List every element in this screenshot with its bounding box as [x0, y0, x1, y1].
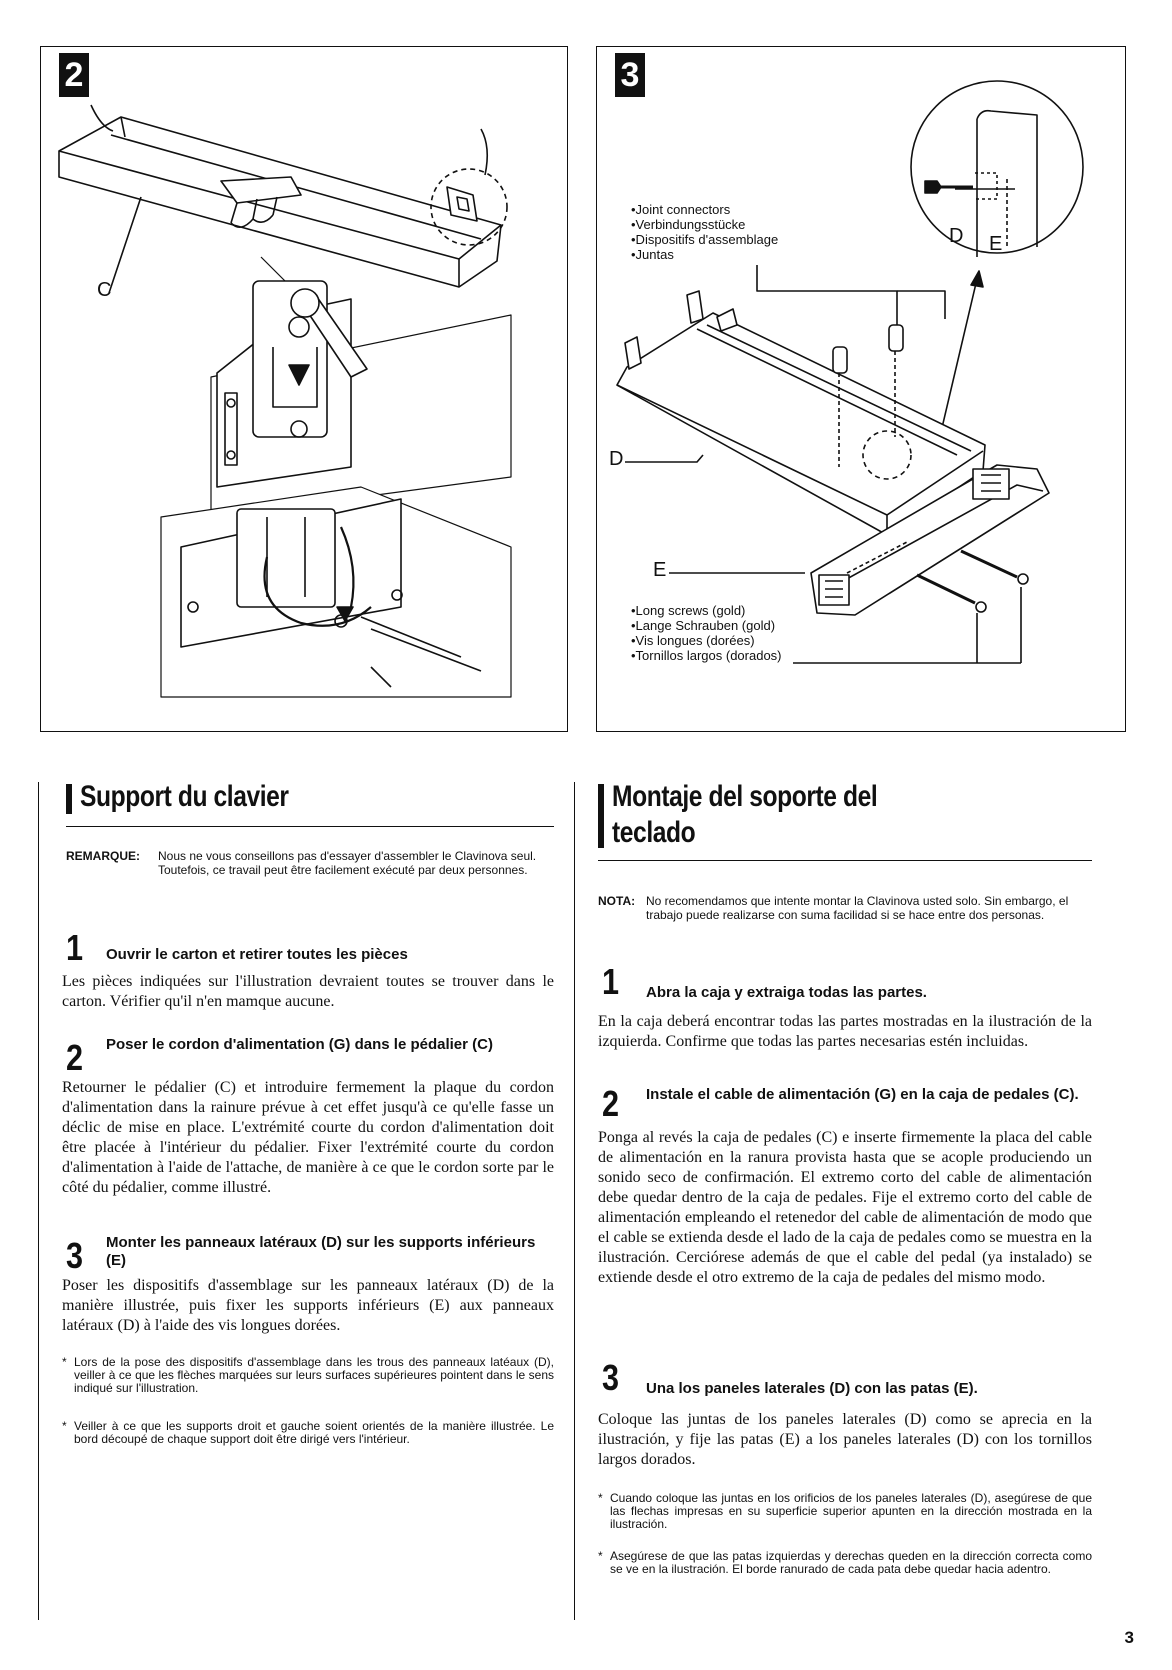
- section-title-underline: [66, 826, 554, 827]
- step-1-text: En la caja deberá encontrar todas las partes mostradas en la ilustración de la izquierda. Confirme que todas las partes necesarias estén incluidas.: [598, 1013, 1092, 1050]
- section-title-spanish-line2: teclado: [612, 816, 696, 849]
- step-2-number: 2: [66, 1037, 84, 1078]
- figure-number: 3: [615, 53, 645, 97]
- pedal-box-illustration: [41, 47, 569, 733]
- step-1-text: Les pièces indiquées sur l'illustration devraient toutes se trouver dans le carton. Vérifier qu'il n'en mamque aucune.: [62, 973, 554, 1010]
- step-1-heading: Ouvrir le carton et retirer toutes les pièces: [106, 946, 408, 963]
- label-d: D: [609, 448, 624, 470]
- label-e: E: [653, 559, 667, 581]
- step-1-number: 1: [602, 961, 620, 1002]
- step-3-heading: Monter les panneaux latéraux (D) sur les supports inférieurs (E): [106, 1234, 536, 1269]
- note-bullet: * Veiller à ce que les supports droit et gauche soient orientés de la manière illustrée. Le bord découpé de chaque support doit être dirigé vers l'intérieur.: [62, 1419, 554, 1446]
- figure-number: 2: [59, 53, 89, 97]
- note-bullet: * Lors de la pose des dispositifs d'assemblage dans les trous des panneaux latéaux (D), veiller à ce que les flèches marquées sur leurs surfaces supérieures pointent dans le sens indiqué sur l'illustration.: [62, 1355, 554, 1395]
- label-c: C: [97, 279, 112, 301]
- note-bullet-text: Veiller à ce que les supports droit et gauche soient orientés de la manière illustrée. Le bord découpé de chaque support doit être dirigé vers l'intérieur.: [74, 1419, 554, 1446]
- figure-side-panel-assembly: [596, 46, 1126, 732]
- note-label: REMARQUE:: [66, 849, 140, 863]
- step-3-text: Coloque las juntas de los paneles laterales (D) como se aprecia en la ilustración, y fije las patas (E) a los paneles laterales (D) con los tornillos largos dorados.: [598, 1411, 1092, 1468]
- section-title-spanish-line1: Montaje del soporte del: [612, 780, 878, 813]
- inset-label-e: E: [989, 233, 1003, 255]
- step-2-number: 2: [602, 1083, 620, 1124]
- step-2-heading: Instale el cable de alimentación (G) en la caja de pedales (C).: [646, 1086, 1079, 1103]
- left-column-rule: [38, 782, 39, 1620]
- step-1-heading: Abra la caja y extraiga todas las partes.: [646, 984, 927, 1001]
- note-french: [66, 849, 554, 909]
- note-bullet: * Asegúrese de que las patas izquierdas y derechas queden en la dirección correcta como se ve en la ilustración. El borde ranurado de cada pata debe quedar hacia adentro.: [598, 1549, 1092, 1576]
- step-3-number: 3: [602, 1357, 620, 1398]
- right-column-rule: [574, 782, 575, 1620]
- step-3-number: 3: [66, 1235, 84, 1276]
- section-title-underline: [598, 860, 1092, 861]
- step-2-text: Ponga al revés la caja de pedales (C) e inserte firmemente la placa del cable de alimentación en la ranura provista hasta que se acople produciendo un sonido seco de confirmación. El extremo corto del cable de alimentación debe quedar dentro de la caja de pedales. Fije el extremo corto del cable de alimentación empleando el retenedor del cable de alimentación de modo que el cable se extienda desde el lado de la caja de pedales como se muestra en la ilustración. Cerciórese además de que el cable del pedal (ya instalado) se extiende desde el otro extremo de la caja de pedales del mismo modo.: [598, 1129, 1092, 1286]
- note-bullet-text: Asegúrese de que las patas izquierdas y derechas queden en la dirección correcta como se ve en la ilustración. El borde ranurado de cada pata debe quedar hacia adentro.: [610, 1549, 1092, 1576]
- note-bullet-text: Lors de la pose des dispositifs d'assemblage dans les trous des panneaux latéaux (D), veiller à ce que les flèches marquées sur leurs surfaces supérieures pointent dans le sens indiqué sur l'illustration.: [74, 1355, 554, 1395]
- figure-pedal-box-assembly: [40, 46, 568, 732]
- note-spanish: [598, 894, 1092, 940]
- step-2-heading: Poser le cordon d'alimentation (G) dans le pédalier (C): [106, 1036, 493, 1053]
- note-text: Nous ne vous conseillons pas d'essayer d'assembler le Clavinova seul. Toutefois, ce travail peut être facilement exécuté par deux personnes.: [158, 849, 537, 877]
- note-bullet-text: Cuando coloque las juntas en los orificios de los paneles laterales (D), asegúrese de que las flechas impresas en su superficie superior apunten en la dirección mostrada en la ilustración.: [610, 1491, 1092, 1531]
- callout-joint-connectors: •Joint connectors •Verbindungsstücke •Dispositifs d'assemblage •Juntas: [631, 202, 779, 262]
- section-title-bar: [66, 784, 72, 814]
- step-2-text: Retourner le pédalier (C) et introduire fermement la plaque du cordon d'alimentation dans la rainure prévue à cet effet jusqu'à ce qu'elle fasse un déclic de mise en place. L'extrémité courte du cordon d'alimentation doit être placée à l'intérieur du pédalier. Fixer l'extrémité courte du cordon d'alimentation à l'aide de l'attache, de manière à ce que le cordon sorte par le côté du pédalier, comme illustré.: [62, 1079, 554, 1196]
- callout-long-screws: •Long screws (gold) •Lange Schrauben (gold) •Vis longues (dorées) •Tornillos largos (dorados): [631, 603, 782, 663]
- note-label: NOTA:: [598, 894, 636, 908]
- note-bullet: * Cuando coloque las juntas en los orificios de los paneles laterales (D), asegúrese de que las flechas impresas en su superficie superior apunten en la dirección mostrada en la ilustración.: [598, 1491, 1092, 1531]
- inset-label-d: D: [949, 225, 964, 247]
- section-title-bar: [598, 784, 604, 848]
- step-3-text: Poser les dispositifs d'assemblage sur les panneaux latéraux (D) de la manière illustrée, puis fixer les supports inférieurs (E) aux panneaux latéraux (D) à l'aide des vis longues dorées.: [62, 1277, 554, 1334]
- section-title-french: Support du clavier: [80, 780, 289, 813]
- step-3-heading: Una los paneles laterales (D) con las patas (E).: [646, 1380, 978, 1397]
- step-1-number: 1: [66, 927, 84, 968]
- page-number: 3: [1124, 1628, 1134, 1647]
- note-text: No recomendamos que intente montar la Clavinova usted solo. Sin embargo, el trabajo puede realizarse con suma facilidad si se hace entre dos personas.: [646, 894, 1069, 922]
